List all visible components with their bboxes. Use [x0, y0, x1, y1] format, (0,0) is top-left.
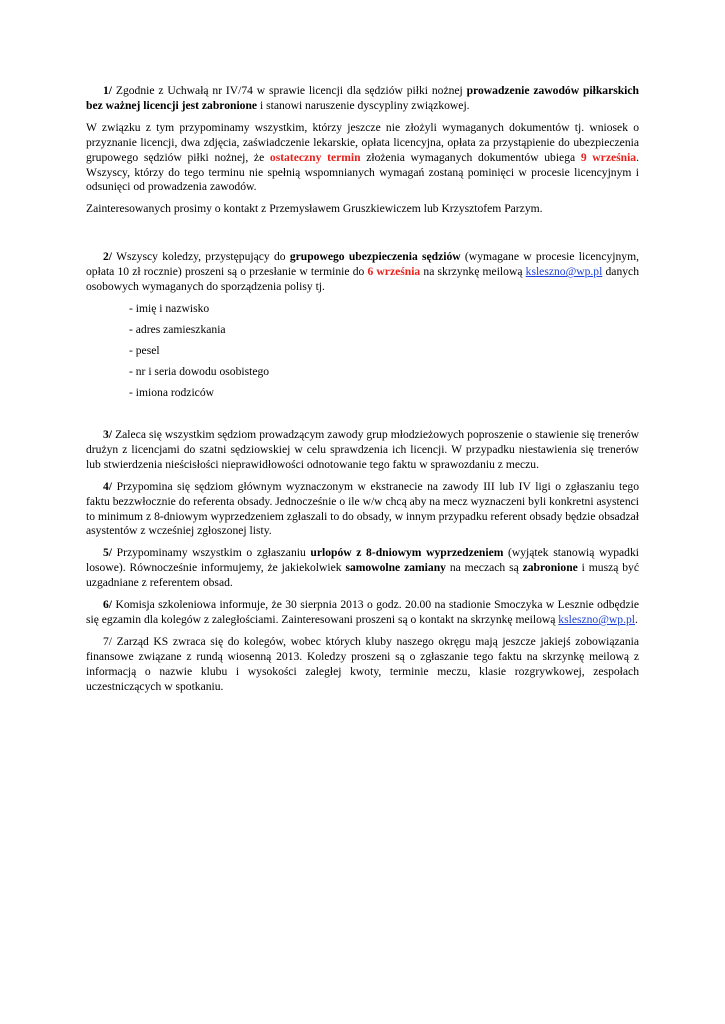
highlight-text: ostateczny termin	[269, 150, 361, 164]
document-body	[86, 84, 639, 694]
point-number: 2/	[103, 250, 113, 264]
bold-text: prowadzenie zawodów piłkarskich bez ważnej licencji jest zabronione	[86, 84, 639, 112]
personal-data-list	[86, 302, 639, 401]
text: na skrzynkę meilową	[420, 265, 526, 279]
text: . Wszyscy, którzy do tego terminu nie spełnią wspomnianych wymagań zostaną pominięci w procesie licencyjnym i odsunięci od prowadzenia zawodów.	[86, 150, 639, 194]
list-item: - imię i nazwisko	[129, 301, 210, 315]
paragraph-1	[86, 84, 639, 114]
text: i muszą być uzgadniane z referentem obsad.	[86, 561, 640, 590]
text: (wymagane w procesie licencyjnym, opłata 10 zł rocznie) proszeni są o przesłanie w terminie do	[86, 250, 639, 279]
point-number: 5/	[103, 546, 113, 560]
list-item: - adres zamieszkania	[129, 322, 226, 336]
paragraph-1c: Zainteresowanych prosimy o kontakt z Przemysławem Gruszkiewiczem lub Krzysztofem Parzym.	[86, 202, 543, 216]
paragraph-3	[86, 428, 639, 473]
bold-text: zabronione	[522, 561, 578, 575]
text: Przypominamy wszystkim o zgłaszaniu	[112, 546, 311, 560]
list-item: - imiona rodziców	[129, 385, 214, 399]
paragraph-7: 7/ Zarząd KS zwraca się do kolegów, wobec których kluby naszego okręgu mają jeszcze jakiejś zobowiązania finansowe związane z rundą wiosenną 2013. Koledzy proszeni są o zgłaszanie tego faktu na skrzynkę meilową z informacją o nazwie klubu i wysokości zaległej kwoty, terminie meczu, klasie rozgrywkowej, zespołach uczestniczących w spotkaniu.	[86, 634, 639, 693]
point-number: 6/	[103, 598, 113, 612]
highlight-text: 9 września	[580, 150, 637, 164]
point-number: 3/	[103, 427, 113, 441]
email-link[interactable]: ksleszno@wp.pl	[558, 612, 635, 626]
point-number: 1/	[103, 84, 113, 97]
text: złożenia wymaganych dokumentów ubiega	[360, 150, 581, 164]
text: Komisja szkoleniowa informuje, że 30 sierpnia 2013 o godz. 20.00 na stadionie Smoczyka w Lesznie odbędzie się egzamin dla kolegów z zaległościami. Zainteresowani proszeni są o kontakt na skrzynkę meilową	[86, 598, 639, 626]
text: Zaleca się wszystkim sędziom prowadzącym zawody grup młodzieżowych poproszenie o stawienie się trenerów drużyn z licencjami do szatni sędziowskiej w celu sprawdzenia ich licencji. W przypadku niestawienia się trenerów lub stwierdzenia nieścisłości nieprawidłowości odnotowanie tego faktu w sprawozdaniu z meczu.	[86, 427, 639, 471]
paragraph-1b	[86, 121, 639, 196]
point-number: 4/	[103, 479, 113, 493]
bold-text: samowolne zamiany	[345, 561, 446, 575]
text: Zgodnie z Uchwałą nr IV/74 w sprawie licencji dla sędziów piłki nożnej	[112, 84, 467, 97]
list-item: - pesel	[129, 343, 160, 357]
text: Wszyscy koledzy, przystępujący do	[112, 250, 290, 264]
bold-text: urlopów z 8-dniowym wyprzedzeniem	[310, 546, 504, 560]
list-item: - nr i seria dowodu osobistego	[129, 364, 270, 378]
paragraph-4	[86, 480, 639, 540]
highlight-text: 6 września	[367, 265, 421, 279]
text: .	[635, 612, 638, 626]
text: (wyjątek stanowią wypadki losowe). Równocześnie informujemy, że jakiekolwiek	[86, 546, 639, 575]
email-link[interactable]: ksleszno@wp.pl	[525, 265, 603, 279]
text: W związku z tym przypominamy wszystkim, którzy jeszcze nie złożyli wymaganych dokumentów tj. wniosek o przyznanie licencji, dwa zdjęcia, zaświadczenie lekarskie, opłata licencyjna, opłata za przystąpienie do ubezpieczenia grupowego sędziów piłki nożnej, że	[86, 120, 639, 164]
paragraph-2	[86, 250, 639, 295]
text: danych osobowych wymaganych do sporządzenia polisy tj.	[86, 265, 639, 294]
paragraph-5	[86, 546, 639, 591]
text: i stanowi naruszenie dyscypliny związkowej.	[257, 98, 470, 112]
paragraph-6	[86, 598, 639, 628]
text: na meczach są	[445, 561, 523, 575]
bold-text: grupowego ubezpieczenia sędziów	[289, 250, 461, 264]
text: Przypomina się sędziom głównym wyznaczonym w ekstranecie na zawody III lub IV ligi o zgłaszaniu tego faktu bezzwłocznie do referenta obsady. Jednocześnie o ile w/w chcą aby na mecz wyznaczeni byli konkretni asystenci to minimum z 8-dniowym wyprzedzeniem zgłaszali to do obsady, w innym przypadku referent obsady będzie obsadzał asystentów z wcześniej zgłoszonej listy.	[86, 479, 639, 538]
